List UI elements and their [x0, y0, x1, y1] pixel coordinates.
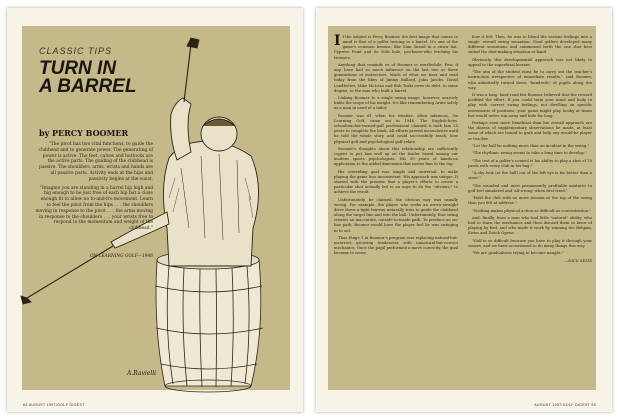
article-body: [334, 34, 592, 382]
article-paragraph: "A shy look (at the ball) out of the left eye is far better than a stare.": [468, 170, 592, 181]
artist-signature: A.Ravielli: [127, 370, 157, 377]
article-title: [39, 60, 179, 96]
title-line-1: TURN IN: [39, 58, 117, 79]
article-paragraph: If the subject is Percy Boomer, the first image that comes to mind is that of a golfer turning in a barrel. It's one of the game's common lessons, like Sam Snead in a straw hat, Cypress Point and its 16th hole, you-know-who fetching his trousers.: [334, 34, 458, 60]
article-paragraph: "Hold the club with no more tension at the top of the swing than you felt at address.": [468, 195, 592, 206]
drop-cap: I: [334, 34, 341, 49]
article-paragraph: "We are gradualness trying to become naught.": [472, 250, 564, 256]
section-kicker: CLASSIC TIPS: [39, 46, 113, 56]
right-page-footer: AUGUST 1997/GOLF DIGEST 65: [534, 403, 596, 407]
barrel-drawing: [155, 251, 263, 392]
left-page: [7, 8, 303, 412]
article-paragraph: Unfortunately, he claimed, the obvious way was usually wrong. For example, the player who seeks an arrow-straight drive down a tight fairway naturally tries to guide the clubhead along the target line and into the ball. Unfortunately, that swing creates an inaccurate, outside-to-inside path. To produce an on-line path, Boomer would have the player feel he was swinging in to out.: [334, 196, 458, 233]
article-paragraph: "Golf is so difficult because you have to play it through your senses, and we have accustomed to do many things this way.: [468, 237, 592, 248]
article-paragraph: Perhaps even more beneficial than his overall approach are the dozens of supplementary observations he made, at least some of which are bound to grab and help any would-be player or teacher.: [468, 120, 592, 141]
article-paragraph: And, finally, from a man who had little "natural" ability, who had to learn the mechanics and then discard them in favor of playing by feel, and who made it work by winning the Belgian, Swiss and Dutch Opens:: [468, 214, 592, 236]
quote-source: ON LEARNING GOLF—1946: [89, 254, 153, 259]
article-paragraph: "Let the ball be nothing more than an incident in the swing.": [472, 142, 590, 148]
article-paragraph: "Nothing makes physical action so difficult as concentration.": [472, 207, 591, 213]
article-paragraph: "The sounded and most permanently profitable mixtures to golf feel simulated and 'all-wrong' when first tried.": [468, 182, 592, 193]
quote-paragraph: "Imagine you are standing in a barrel hip high and big enough to be just free of each hip but a close enough fit to allow no to-and-fro movement. Learn to feel the pivot from the hips . . . the shoulders moving in response to the pivot . . . the arms moving in response to the shoulders . . . your wrists free to respond to the momentum and weight of the clubhead.": [35, 185, 153, 232]
article-paragraph: Linking Boomer to a single swing image, however, scarcely hides the scope of his insight. It's like remembering Arnie solely as a man in need of a tailor.: [334, 95, 458, 111]
author-attribution: —NICK SEITZ: [564, 257, 592, 263]
pull-quote: [35, 142, 153, 235]
right-page: [316, 8, 612, 412]
article-paragraph: Boomer was 61 when his treatise, often infamous, On Learning Golf, came out in 1946. The English-born, schoolteacher-turned-golf professional claimed it took him 25 years to complete the book. All efforts proved inconclusive until he told the whole story, and could successfully teach, how physical golf and psychological golf relate.: [334, 112, 458, 144]
article-paragraph: Thus Stage 1 in Boomer's program was replacing natural-but-incorrect grooving tendencies with unnatural-but-correct mechanics. Once the pupil performed a move correctly, the goal became to sense: [334, 234, 458, 256]
article-paragraph: "The rhythmic swing seems to take a long time to develop.": [472, 150, 587, 156]
article-paragraph: how it felt. Then, he was to blend the various feelings into a single, overall swing sensation. Good golfers developed many different sensations and summoned forth the one that best suited the shot-making situation at hand.: [468, 34, 592, 55]
left-page-footer: 64 AUGUST 1997/GOLF DIGEST: [23, 403, 85, 407]
article-paragraph: Anything that reminds us of Boomer is worthwhile. Few, if any, have had so much influence on the last two or three generations of instructors. Much of what we hear and read today from the likes of Jimmy Ballard, John Jacobs, David Leadbetter, Mike McLean and Bob Toski owes its debt, to some degree, to the man who built a barrel.: [334, 61, 458, 93]
text-column-left: [334, 34, 458, 382]
title-line-2: A BARREL: [39, 76, 137, 97]
article-paragraph: It was a long, hard road but Boomer believed that the reward justified the effort. If you could train your mind and body to play with correct swing feelings, not dwelling on specific movements of positions, your game might play hooky at times but would never run away and hide for long.: [468, 92, 592, 118]
quote-paragraph: "The pivot has two vital functions, to guide the clubhead and to generate power. The generating of power is active. The feet, calves and buttocks are the active parts. The guiding of the clubhead is passive. The shoulders, arms, wrists and hands are all passive parts. Activity ends at the hips and passivity begins at the waist.: [38, 142, 153, 182]
article-paragraph: His overriding goal was simple and universal: to make playing the game less inconsistent. His approach was unique. It started with the premise that a player's efforts to create a particular shot actually led to an urge to do the "obvious," to achieve the result.: [334, 168, 458, 195]
article-paragraph: Obviously, this developmental approach was not likely to appeal to the superficial learner.: [468, 56, 592, 67]
text-column-right: [468, 34, 592, 382]
article-paragraph: Boomer's thoughts about this relationship are sufficiently cogent to put him well up on the leader board among our modern sports psychologists. His 50 years of hands-on application to the added dimension that moves him to the top.: [334, 145, 458, 167]
article-paragraph: "The aim of the student must be to carry out the teacher's instruction irrespective of immediate results," said Boomer, who admittedly turned down "hundreds" of pupils along the way.: [468, 69, 592, 90]
byline: by PERCY BOOMER: [39, 128, 129, 138]
article-paragraph: "The test of a golfer's control is his ability to play a shot of 70 yards with every club in his bag.": [468, 157, 592, 168]
